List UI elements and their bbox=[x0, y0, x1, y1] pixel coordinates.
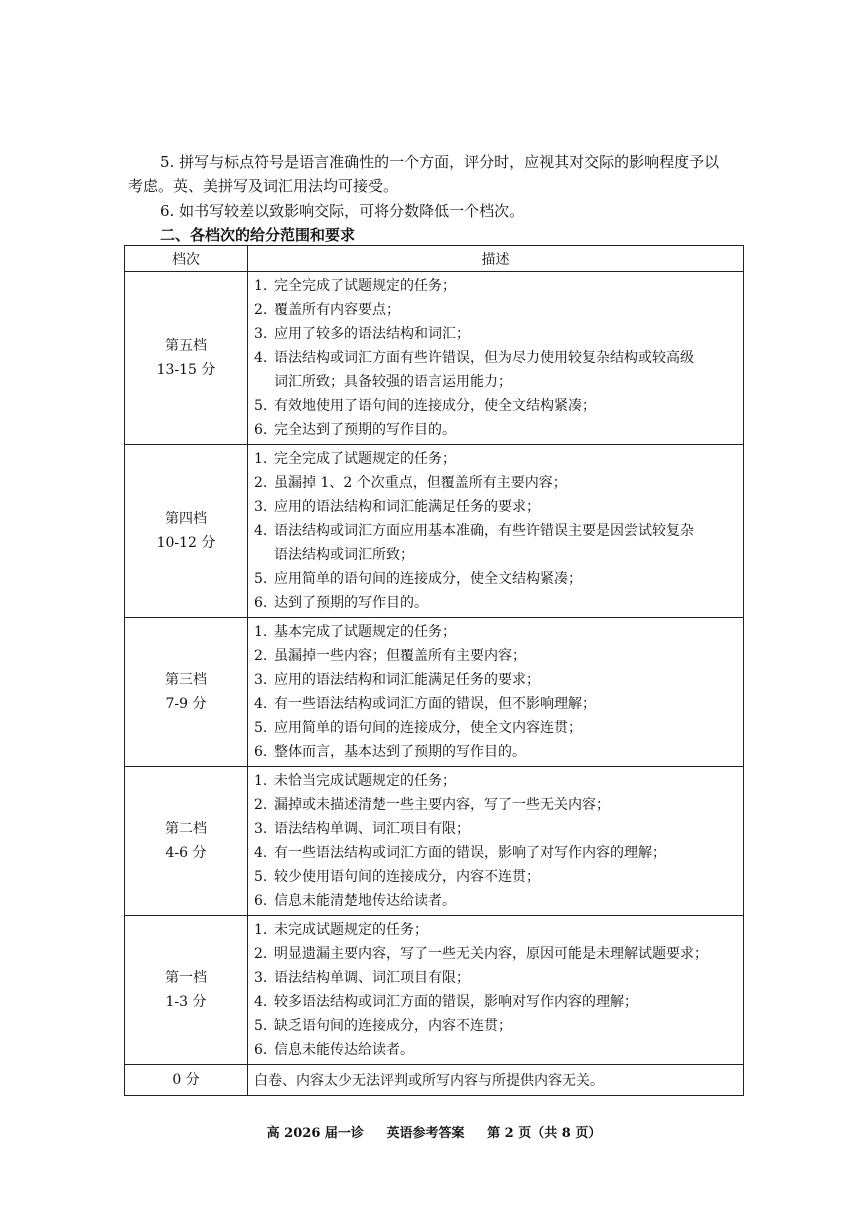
item-number: 1. bbox=[254, 922, 268, 938]
table-row bbox=[125, 445, 744, 618]
level-score: 4-6 分 bbox=[165, 845, 207, 861]
description-line bbox=[254, 495, 743, 519]
paragraph-5-line-1: 5. 拼写与标点符号是语言准确性的一个方面，评分时，应视其对交际的影响程度予以 bbox=[160, 153, 720, 171]
item-text: 有效地使用了语句间的连接成分，使全文结构紧凑； bbox=[274, 398, 596, 414]
description-line bbox=[254, 447, 743, 471]
level-cell bbox=[125, 916, 248, 1065]
item-number: 3. bbox=[254, 326, 268, 342]
item-text: 覆盖所有内容要点； bbox=[274, 302, 400, 318]
description-line bbox=[254, 918, 743, 942]
item-number: 2. bbox=[254, 648, 268, 664]
description-line bbox=[254, 769, 743, 793]
table-body bbox=[125, 272, 744, 1096]
item-text: 词汇所致；具备较强的语言运用能力； bbox=[274, 374, 512, 390]
level-cell bbox=[125, 767, 248, 916]
description-line bbox=[254, 274, 743, 298]
item-number: 5. bbox=[254, 720, 268, 736]
description-line bbox=[254, 620, 743, 644]
item-text: 完全达到了预期的写作目的。 bbox=[274, 422, 456, 438]
description-line bbox=[254, 370, 743, 394]
item-text: 应用的语法结构和词汇能满足任务的要求； bbox=[274, 499, 540, 515]
item-number: 4. bbox=[254, 845, 268, 861]
item-text: 缺乏语句间的连接成分，内容不连贯； bbox=[274, 1018, 512, 1034]
item-text: 漏掉或未描述清楚一些主要内容，写了一些无关内容； bbox=[274, 797, 610, 813]
item-number: 6. bbox=[254, 422, 268, 438]
item-number: 2. bbox=[254, 475, 268, 491]
item-text: 未恰当完成试题规定的任务； bbox=[274, 773, 456, 789]
description-line bbox=[254, 966, 743, 990]
item-text: 语法结构或词汇方面应用基本准确，有些许错误主要是因尝试较复杂 bbox=[274, 523, 694, 539]
level-cell bbox=[125, 618, 248, 767]
item-text: 应用简单的语句间的连接成分，使全文结构紧凑； bbox=[274, 571, 582, 587]
item-text: 虽漏掉一些内容；但覆盖所有主要内容； bbox=[274, 648, 526, 664]
description-line bbox=[254, 298, 743, 322]
level-score: 10-12 分 bbox=[156, 535, 216, 551]
item-text: 语法结构或词汇方面有些许错误，但为尽力使用较复杂结构或较高级 bbox=[274, 350, 694, 366]
zero-score-cell: 0 分 bbox=[125, 1065, 248, 1096]
description-line bbox=[254, 1038, 743, 1062]
item-number: 4. bbox=[254, 350, 268, 366]
item-text: 语法结构单调、词汇项目有限； bbox=[274, 970, 470, 986]
description-cell bbox=[248, 767, 744, 916]
description-line bbox=[254, 644, 743, 668]
description-line bbox=[254, 322, 743, 346]
description-line bbox=[254, 543, 743, 567]
item-number: 2. bbox=[254, 797, 268, 813]
description-line bbox=[254, 418, 743, 442]
item-text: 应用简单的语句间的连接成分，使全文内容连贯； bbox=[274, 720, 582, 736]
table-row-zero bbox=[125, 1065, 744, 1096]
scoring-rubric-table bbox=[124, 245, 744, 1096]
description-line bbox=[254, 942, 743, 966]
item-text: 信息未能传达给读者。 bbox=[274, 1042, 414, 1058]
item-text: 完全完成了试题规定的任务； bbox=[274, 451, 456, 467]
item-number: 1. bbox=[254, 278, 268, 294]
description-line bbox=[254, 841, 743, 865]
section-title: 二、各档次的给分范围和要求 bbox=[160, 226, 356, 244]
level-score: 1-3 分 bbox=[165, 994, 207, 1010]
item-number: 6. bbox=[254, 595, 268, 611]
item-number: 5. bbox=[254, 1018, 268, 1034]
description-line bbox=[254, 889, 743, 913]
item-number: 6. bbox=[254, 744, 268, 760]
level-score: 13-15 分 bbox=[156, 362, 216, 378]
level-name: 第二档 bbox=[165, 821, 207, 837]
paragraph-6: 6. 如书写较差以致影响交际，可将分数降低一个档次。 bbox=[160, 202, 525, 220]
description-cell bbox=[248, 272, 744, 445]
description-line bbox=[254, 817, 743, 841]
item-text: 有一些语法结构或词汇方面的错误，影响了对写作内容的理解； bbox=[274, 845, 666, 861]
paragraph-5-line-2: 考虑。英、美拼写及词汇用法均可接受。 bbox=[128, 177, 399, 195]
description-line bbox=[254, 567, 743, 591]
description-line bbox=[254, 793, 743, 817]
item-text: 较多语法结构或词汇方面的错误，影响对写作内容的理解； bbox=[274, 994, 638, 1010]
description-line bbox=[254, 346, 743, 370]
level-cell bbox=[125, 272, 248, 445]
description-line bbox=[254, 740, 743, 764]
description-line bbox=[254, 716, 743, 740]
item-number: 3. bbox=[254, 672, 268, 688]
header-level: 档次 bbox=[125, 246, 248, 272]
level-cell bbox=[125, 445, 248, 618]
description-line bbox=[254, 865, 743, 889]
table-header-row bbox=[125, 246, 744, 272]
header-description: 描述 bbox=[248, 246, 744, 272]
item-text: 应用的语法结构和词汇能满足任务的要求； bbox=[274, 672, 540, 688]
item-text: 明显遗漏主要内容，写了一些无关内容，原因可能是未理解试题要求； bbox=[274, 946, 708, 962]
description-line bbox=[254, 591, 743, 615]
item-text: 语法结构单调、词汇项目有限； bbox=[274, 821, 470, 837]
description-line bbox=[254, 394, 743, 418]
description-line bbox=[254, 990, 743, 1014]
level-name: 第三档 bbox=[165, 672, 207, 688]
item-text: 有一些语法结构或词汇方面的错误，但不影响理解； bbox=[274, 696, 596, 712]
page-footer: 高 2026 届一诊 英语参考答案 第 2 页（共 8 页） bbox=[266, 1126, 602, 1141]
item-number: 5. bbox=[254, 398, 268, 414]
item-text: 基本完成了试题规定的任务； bbox=[274, 624, 456, 640]
item-number: 3. bbox=[254, 821, 268, 837]
item-number: 4. bbox=[254, 696, 268, 712]
description-cell bbox=[248, 618, 744, 767]
item-number: 4. bbox=[254, 523, 268, 539]
level-name: 第一档 bbox=[165, 970, 207, 986]
item-number: 2. bbox=[254, 302, 268, 318]
description-line bbox=[254, 471, 743, 495]
item-number: 6. bbox=[254, 1042, 268, 1058]
table-row bbox=[125, 767, 744, 916]
item-text: 完全完成了试题规定的任务； bbox=[274, 278, 456, 294]
item-number: 1. bbox=[254, 624, 268, 640]
item-number: 4. bbox=[254, 994, 268, 1010]
item-text: 较少使用语句间的连接成分，内容不连贯； bbox=[274, 869, 540, 885]
item-text: 未完成试题规定的任务； bbox=[274, 922, 428, 938]
zero-description-cell: 白卷、内容太少无法评判或所写内容与所提供内容无关。 bbox=[248, 1065, 744, 1096]
description-line bbox=[254, 1014, 743, 1038]
table-row bbox=[125, 272, 744, 445]
item-number: 5. bbox=[254, 869, 268, 885]
table-row bbox=[125, 916, 744, 1065]
item-number: 2. bbox=[254, 946, 268, 962]
item-text: 信息未能清楚地传达给读者。 bbox=[274, 893, 456, 909]
description-line bbox=[254, 692, 743, 716]
item-text: 应用了较多的语法结构和词汇； bbox=[274, 326, 470, 342]
level-score: 7-9 分 bbox=[165, 696, 207, 712]
table-row bbox=[125, 618, 744, 767]
item-number: 6. bbox=[254, 893, 268, 909]
item-text: 达到了预期的写作目的。 bbox=[274, 595, 428, 611]
item-number: 5. bbox=[254, 571, 268, 587]
item-number: 3. bbox=[254, 499, 268, 515]
item-text: 虽漏掉 1、2 个次重点，但覆盖所有主要内容； bbox=[274, 475, 567, 491]
item-number: 3. bbox=[254, 970, 268, 986]
level-name: 第五档 bbox=[165, 338, 207, 354]
description-line bbox=[254, 519, 743, 543]
description-line bbox=[254, 668, 743, 692]
item-number: 1. bbox=[254, 451, 268, 467]
item-text: 语法结构或词汇所致； bbox=[274, 547, 414, 563]
description-cell bbox=[248, 445, 744, 618]
item-text: 整体而言，基本达到了预期的写作目的。 bbox=[274, 744, 526, 760]
description-cell bbox=[248, 916, 744, 1065]
item-number: 1. bbox=[254, 773, 268, 789]
level-name: 第四档 bbox=[165, 511, 207, 527]
